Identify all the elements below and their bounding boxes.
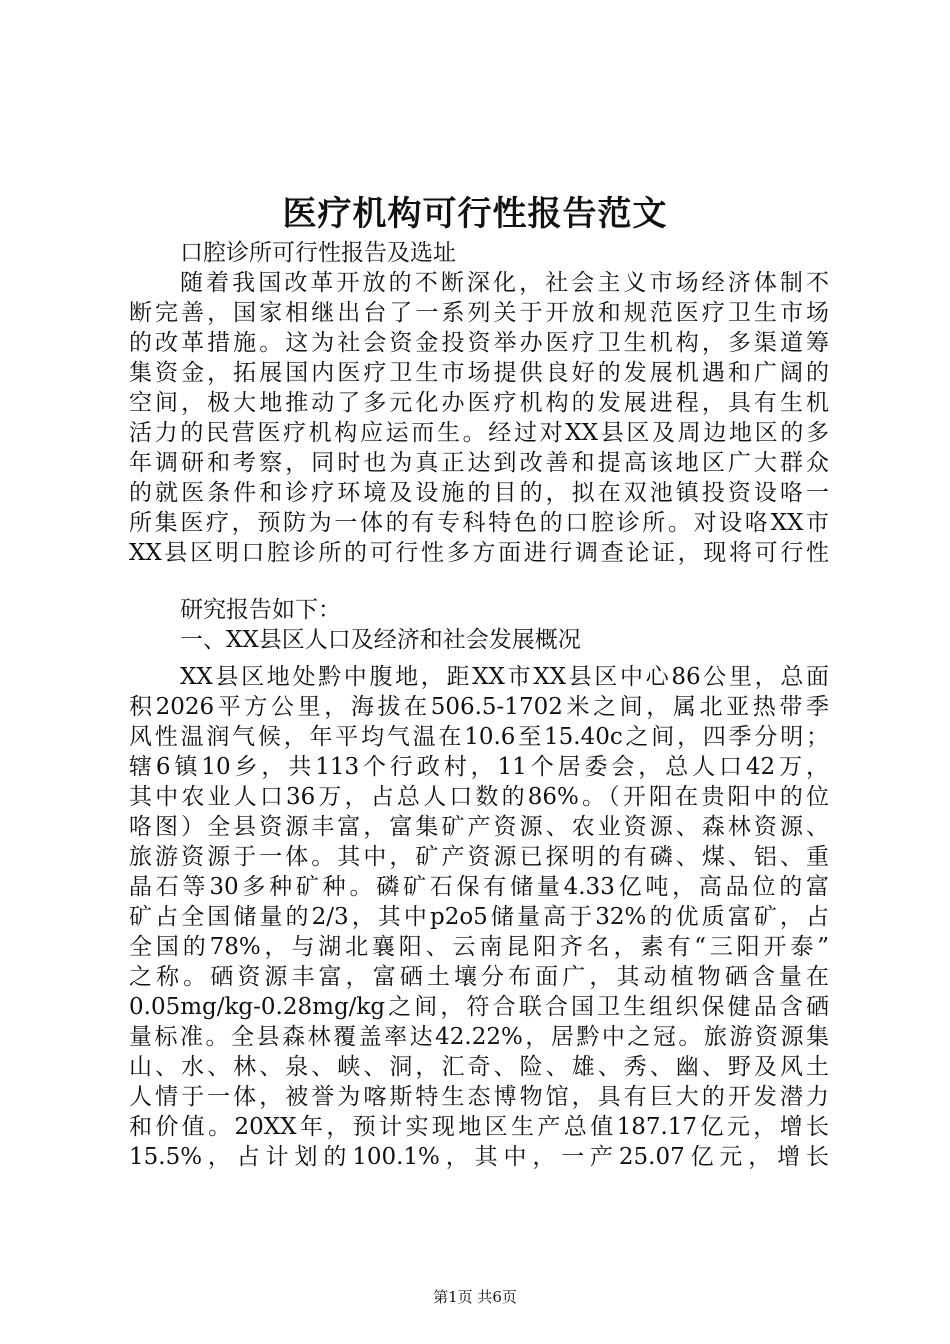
section-heading: 一、XX县区人口及经济和社会发展概况 [180,627,581,653]
page-footer: 第1页 共6页 [433,1288,517,1306]
paragraph-line: 的改革措施。这为社会资金投资举办医疗卫生机构，多渠道筹 [129,330,829,356]
paragraph-line: 咯图）全县资源丰富，富集矿产资源、农业资源、森林资源、 [129,814,829,840]
paragraph-line: 积2026平方公里，海拔在506.5-1702米之间，属北亚热带季 [129,694,829,720]
paragraph-line: 之称。硒资源丰富，富硒土壤分布面广，其动植物硒含量在 [129,964,829,990]
document-title: 医疗机构可行性报告范文 [282,194,668,234]
paragraph-line: 矿占全国储量的2/3，其中p2o5储量高于32%的优质富矿，占 [129,904,829,930]
paragraph-line: 晶石等30多种矿种。磷矿石保有储量4.33亿吨，高品位的富 [129,874,829,900]
paragraph-line: 和价值。20XX年，预计实现地区生产总值187.17亿元，增长 [129,1114,829,1140]
paragraph-line: 活力的民营医疗机构应运而生。经过对XX县区及周边地区的多 [129,420,829,446]
paragraph-line: 的就医条件和诊疗环境及设施的目的，拟在双池镇投资设咯一 [129,480,829,506]
paragraph-line: 15.5%，占计划的100.1%，其中，一产25.07亿元，增长 [129,1144,829,1170]
paragraph-research: 研究报告如下： [180,597,341,623]
paragraph-line: 人情于一体，被誉为喀斯特生态博物馆，具有巨大的开发潜力 [129,1084,829,1110]
paragraph-line: 量标准。全县森林覆盖率达42.22%，居黔中之冠。旅游资源集 [129,1024,829,1050]
document-subtitle: 口腔诊所可行性报告及选址 [180,240,456,266]
paragraph-line: 辖6镇10乡，共113个行政村，11个居委会，总人口42万， [129,754,829,780]
paragraph-line: 0.05mg/kg-0.28mg/kg之间，符合联合国卫生组织保健品含硒 [129,994,829,1020]
paragraph-line: 山、水、林、泉、峡、洞，汇奇、险、雄、秀、幽、野及风土 [129,1054,829,1080]
paragraph-line: 断完善，国家相继出台了一系列关于开放和规范医疗卫生市场 [129,300,829,326]
paragraph-line: 全国的78%，与湖北襄阳、云南昆阳齐名，素有“三阳开泰” [129,934,829,960]
paragraph-line: 风性温润气候，年平均气温在10.6至15.40c之间，四季分明； [129,724,829,750]
paragraph-line: XX县区地处黔中腹地，距XX市XX县区中心86公里，总面 [180,664,829,690]
paragraph-line: XX县区明口腔诊所的可行性多方面进行调查论证，现将可行性 [129,540,829,566]
paragraph-line: 空间，极大地推动了多元化办医疗机构的发展进程，具有生机 [129,390,829,416]
paragraph-line: 随着我国改革开放的不断深化，社会主义市场经济体制不 [180,270,829,296]
paragraph-line: 集资金，拓展国内医疗卫生市场提供良好的发展机遇和广阔的 [129,360,829,386]
paragraph-line: 其中农业人口36万，占总人口数的86%。（开阳在贵阳中的位 [129,784,829,810]
paragraph-line: 年调研和考察，同时也为真正达到改善和提高该地区广大群众 [129,450,829,476]
paragraph-line: 所集医疗，预防为一体的有专科特色的口腔诊所。对设咯XX市 [129,510,829,536]
paragraph-line: 旅游资源于一体。其中，矿产资源已探明的有磷、煤、铝、重 [129,844,829,870]
